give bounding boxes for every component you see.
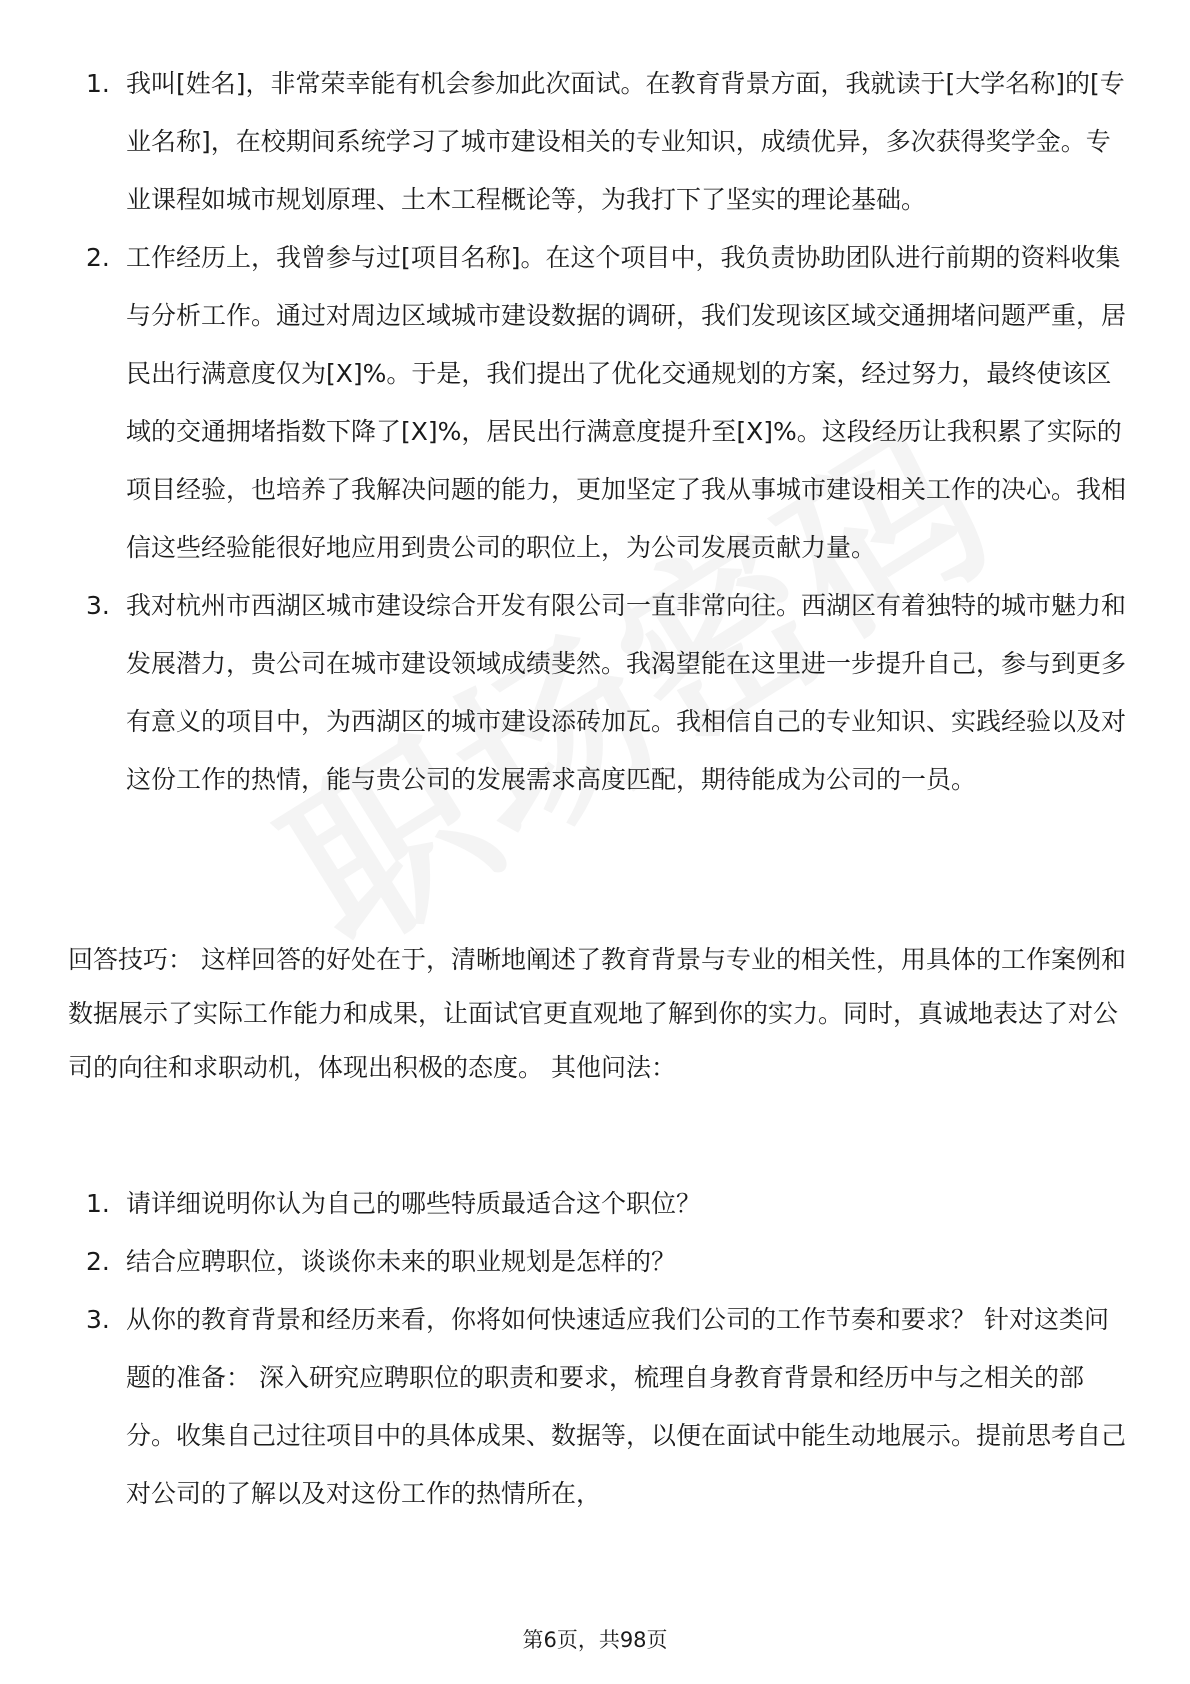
list-item-text: 我叫[姓名]，非常荣幸能有机会参加此次面试。在教育背景方面，我就读于[大学名称]的[专业名称]，在校期间系统学习了城市建设相关的专业知识，成绩优异，多次获得奖学金。专业课程如城市规划原理、土木工程概论等，为我打下了坚实的理论基础。 <box>126 69 1125 214</box>
list-number: 2. <box>86 243 110 272</box>
other-questions-list <box>86 1175 1126 1523</box>
list-item-text: 工作经历上，我曾参与过[项目名称]。在这个项目中，我负责协助团队进行前期的资料收集与分析工作。通过对周边区域城市建设数据的调研，我们发现该区域交通拥堵问题严重，居民出行满意度仅为[X]%。于是，我们提出了优化交通规划的方案，经过努力，最终使该区域的交通拥堵指数下降了[X]%，居民出行满意度提升至[X]%。这段经历让我积累了实际的项目经验，也培养了我解决问题的能力，更加坚定了我从事城市建设相关工作的决心。我相信这些经验能很好地应用到贵公司的职位上，为公司发展贡献力量。 <box>126 243 1127 562</box>
list-item <box>86 229 1126 577</box>
list-number: 3. <box>86 591 110 620</box>
list-item-text: 请详细说明你认为自己的哪些特质最适合这个职位？ <box>126 1189 702 1218</box>
list-number: 1. <box>86 1189 110 1218</box>
list-number: 2. <box>86 1247 110 1276</box>
answer-tips-paragraph: 回答技巧： 这样回答的好处在于，清晰地阐述了教育背景与专业的相关性，用具体的工作案例和数据展示了实际工作能力和成果，让面试官更直观地了解到你的实力。同时，真诚地表达了对公司的向往和求职动机，体现出积极的态度。 其他问法： <box>68 945 1126 1082</box>
list-item <box>86 1175 1126 1233</box>
list-item <box>86 1291 1126 1523</box>
list-item-text: 结合应聘职位，谈谈你未来的职业规划是怎样的？ <box>126 1247 677 1276</box>
list-item <box>86 55 1126 229</box>
list-item-text: 从你的教育背景和经历来看，你将如何快速适应我们公司的工作节奏和要求？ 针对这类问题的准备： 深入研究应聘职位的职责和要求，梳理自身教育背景和经历中与之相关的部分。收集自己过往项目中的具体成果、数据等，以便在面试中能生动地展示。提前思考自己对公司的了解以及对这份工作的热情所在， <box>126 1305 1127 1508</box>
page-number: 第6页，共98页 <box>522 1628 668 1652</box>
list-number: 1. <box>86 69 110 98</box>
answer-list <box>86 55 1126 809</box>
list-item <box>86 577 1126 809</box>
list-number: 3. <box>86 1305 110 1334</box>
list-item-text: 我对杭州市西湖区城市建设综合开发有限公司一直非常向往。西湖区有着独特的城市魅力和发展潜力，贵公司在城市建设领域成绩斐然。我渴望能在这里进一步提升自己，参与到更多有意义的项目中，为西湖区的城市建设添砖加瓦。我相信自己的专业知识、实践经验以及对这份工作的热情，能与贵公司的发展需求高度匹配，期待能成为公司的一员。 <box>126 591 1127 794</box>
list-item <box>86 1233 1126 1291</box>
